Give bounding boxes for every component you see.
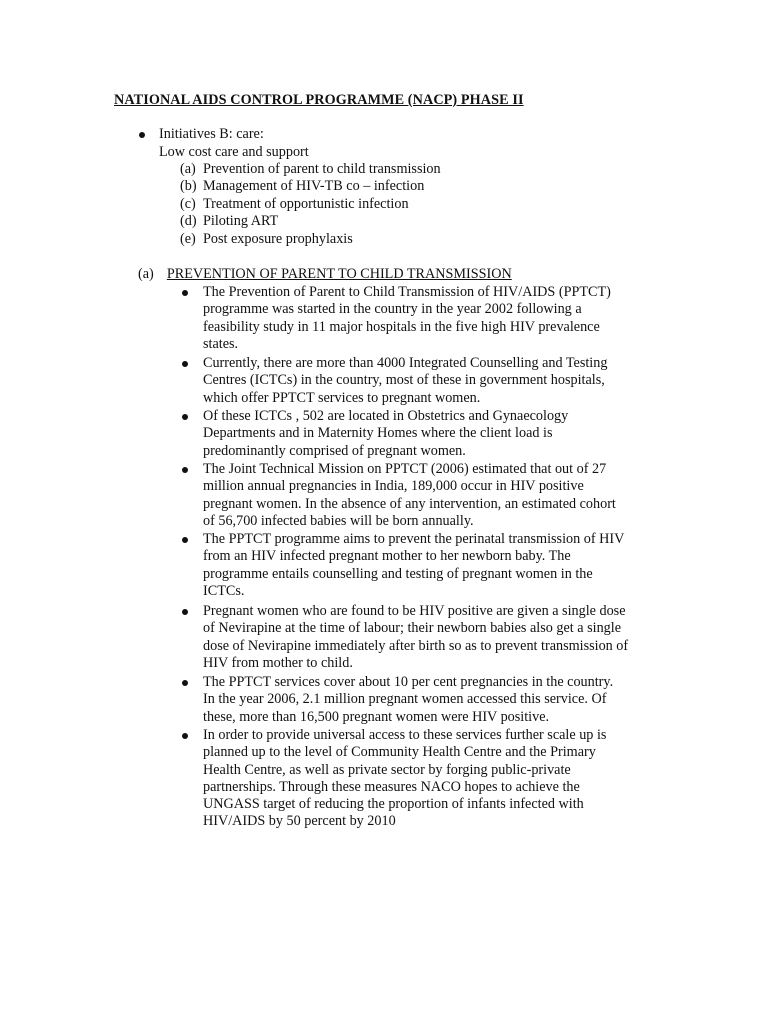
paragraph-line: Pregnant women who are found to be HIV positive are given a single dose	[203, 603, 626, 619]
paragraph-line: these, more than 16,500 pregnant women were HIV positive.	[203, 708, 550, 725]
bullet-icon	[139, 132, 145, 138]
section-heading	[138, 266, 512, 283]
paragraph	[203, 284, 643, 353]
paragraph-line: Health Centre, as well as private sector by forging public-private	[203, 761, 571, 778]
paragraph-line: million annual pregnancies in India, 189,000 occur in HIV positive	[203, 478, 584, 495]
initiative-item-text: Post exposure prophylaxis	[203, 231, 353, 247]
paragraph-line: The Joint Technical Mission on PPTCT (2006) estimated that out of 27	[203, 461, 607, 477]
paragraph-line: states.	[203, 335, 239, 352]
initiative-item-text: Prevention of parent to child transmission	[203, 161, 441, 177]
initiative-item-label: (e)	[180, 231, 196, 247]
paragraph-line: In the year 2006, 2.1 million pregnant women accessed this service. Of	[203, 691, 607, 708]
initiative-item-text: Piloting ART	[203, 213, 279, 229]
paragraph-line: pregnant women. In the absence of any intervention, an estimated cohort	[203, 495, 616, 512]
paragraph	[203, 674, 643, 726]
paragraph-line: UNGASS target of reducing the proportion of infants infected with	[203, 796, 584, 813]
initiative-item-label: (d)	[180, 213, 197, 229]
section-title: PREVENTION OF PARENT TO CHILD TRANSMISSION	[166, 266, 512, 282]
paragraph-line: feasibility study in 11 major hospitals in the five high HIV prevalence	[203, 318, 600, 335]
bullet-icon	[182, 467, 188, 473]
bullet-icon	[182, 290, 188, 296]
paragraph-line: Of these ICTCs , 502 are located in Obstetrics and Gynaecology	[203, 408, 569, 424]
paragraph-line: predominantly comprised of pregnant women.	[203, 442, 466, 459]
paragraph	[203, 408, 643, 460]
paragraph	[203, 727, 643, 831]
paragraph-line: Currently, there are more than 4000 Integrated Counselling and Testing	[203, 355, 608, 371]
paragraph-line: Centres (ICTCs) in the country, most of these in government hospitals,	[203, 372, 605, 389]
paragraph	[203, 531, 643, 600]
paragraph-line: from an HIV infected pregnant mother to her newborn baby. The	[203, 548, 571, 565]
paragraph-line: Departments and in Maternity Homes where the client load is	[203, 425, 553, 442]
bullet-icon	[182, 680, 188, 686]
bullet-icon	[182, 609, 188, 615]
paragraph-line: partnerships. Through these measures NACO hopes to achieve the	[203, 778, 580, 795]
paragraph-line: HIV/AIDS by 50 percent by 2010	[203, 813, 396, 830]
paragraph	[203, 603, 643, 672]
paragraph-line: planned up to the level of Community Health Centre and the Primary	[203, 744, 596, 761]
section-label: (a)	[138, 266, 154, 282]
paragraph-line: of Nevirapine at the time of labour; their newborn babies also get a single	[203, 620, 622, 637]
paragraph-line: The Prevention of Parent to Child Transmission of HIV/AIDS (PPTCT)	[203, 284, 611, 300]
paragraph	[203, 355, 643, 407]
initiative-item-label: (b)	[180, 178, 197, 194]
paragraph-line: which offer PPTCT services to pregnant women.	[203, 389, 481, 406]
bullet-icon	[182, 733, 188, 739]
bullet-icon	[182, 361, 188, 367]
paragraph-line: programme entails counselling and testing of pregnant women in the	[203, 565, 593, 582]
initiative-item-label: (a)	[180, 161, 196, 177]
paragraph	[203, 461, 643, 530]
bullet-icon	[182, 414, 188, 420]
initiative-item-text: Management of HIV-TB co – infection	[203, 178, 425, 194]
paragraph-line: In order to provide universal access to these services further scale up is	[203, 727, 607, 743]
paragraph-line: dose of Nevirapine immediately after birth so as to prevent transmission of	[203, 637, 629, 654]
paragraph-line: programme was started in the country in the year 2002 following a	[203, 301, 582, 318]
initiative-item-text: Treatment of opportunistic infection	[203, 196, 409, 212]
bullet-icon	[182, 537, 188, 543]
paragraph-line: HIV from mother to child.	[203, 654, 353, 671]
paragraph-line: of 56,700 infected babies will be born annually.	[203, 512, 474, 529]
initiatives-subheading: Low cost care and support	[159, 144, 309, 160]
document-title: NATIONAL AIDS CONTROL PROGRAMME (NACP) PHASE II	[114, 92, 524, 108]
paragraph-line: The PPTCT programme aims to prevent the perinatal transmission of HIV	[203, 531, 625, 547]
initiative-item-label: (c)	[180, 196, 196, 212]
paragraph-line: ICTCs.	[203, 582, 245, 599]
paragraph-line: The PPTCT services cover about 10 per cent pregnancies in the country.	[203, 674, 614, 690]
initiatives-heading: Initiatives B: care:	[159, 126, 264, 142]
